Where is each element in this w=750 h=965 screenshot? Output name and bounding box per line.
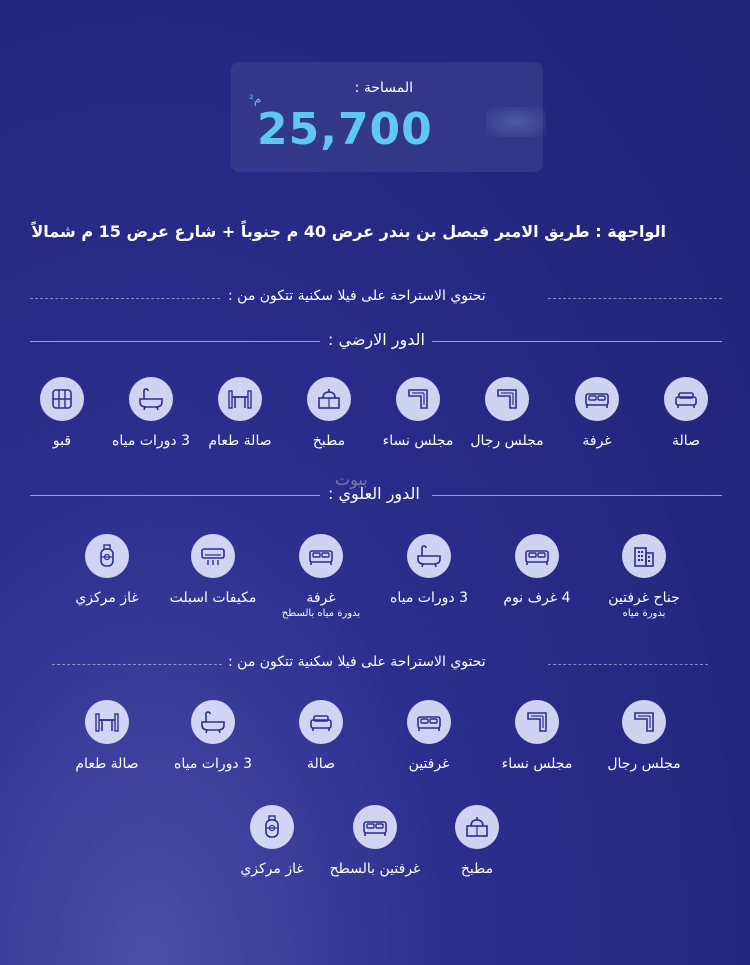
kitchen-icon (307, 377, 351, 421)
blur-decoration (486, 107, 546, 137)
dashed-divider (548, 664, 708, 665)
area-label: المساحة : (354, 80, 413, 96)
amenity-item (482, 700, 592, 772)
majlis-icon (396, 377, 440, 421)
amenity-item (158, 700, 268, 772)
divider-line (432, 341, 722, 342)
amenity-item (589, 534, 699, 619)
amenity-label: مجلس رجال (470, 433, 544, 449)
basement-icon (40, 377, 84, 421)
bathtub-icon (191, 700, 235, 744)
dashed-divider (548, 298, 722, 299)
amenity-item (374, 700, 484, 772)
section-heading: تحتوي الاستراحة على فيلا سكنية تتكون من : (228, 288, 486, 304)
amenity-label: مطبخ (312, 433, 346, 449)
amenity-label: صالة طعام (208, 433, 272, 449)
amenity-item (266, 534, 376, 619)
dining-icon (218, 377, 262, 421)
amenity-label: غرفة (582, 433, 612, 449)
bed-icon (299, 534, 343, 578)
watermark: بيوت (335, 470, 368, 489)
gas-icon (85, 534, 129, 578)
amenity-label: 3 دورات مياه (174, 756, 252, 772)
bed-icon (407, 700, 451, 744)
ground-floor-heading: الدور الارضي : (328, 330, 425, 349)
bathtub-icon (407, 534, 451, 578)
amenity-label: مطبخ (460, 861, 494, 877)
dashed-divider (52, 664, 222, 665)
amenity-label: غاز مركزي (75, 590, 139, 606)
amenity-label: 4 غرف نوم (503, 590, 571, 606)
amenity-sublabel: بدورة مياه (622, 608, 666, 619)
amenity-label: غاز مركزي (240, 861, 304, 877)
majlis-icon (622, 700, 666, 744)
area-unit: م² (249, 92, 262, 106)
amenity-item (422, 805, 532, 877)
bed-icon (353, 805, 397, 849)
amenity-sublabel: بدورة مياه بالسطح (281, 608, 361, 619)
ac-icon (191, 534, 235, 578)
amenity-label: جناح غرفتين (608, 590, 680, 606)
gas-icon (250, 805, 294, 849)
amenity-item (52, 534, 162, 606)
amenity-label: صالة (672, 433, 700, 449)
bathtub-icon (129, 377, 173, 421)
amenity-item (482, 534, 592, 606)
amenity-label: مكيفات اسبلت (169, 590, 257, 606)
divider-line (432, 495, 722, 496)
amenity-label: مجلس نساء (501, 756, 573, 772)
amenity-label: قبو (52, 433, 72, 449)
bed-icon (515, 534, 559, 578)
bed-icon (575, 377, 619, 421)
amenity-label: صالة طعام (75, 756, 139, 772)
amenity-item (52, 700, 162, 772)
amenity-label: 3 دورات مياه (112, 433, 190, 449)
sofa-icon (664, 377, 708, 421)
kitchen-icon (455, 805, 499, 849)
upper-floor-heading: الدور العلوي : (328, 484, 420, 503)
amenity-item (589, 700, 699, 772)
amenity-item (266, 700, 376, 772)
building-icon (622, 534, 666, 578)
majlis-icon (515, 700, 559, 744)
sofa-icon (299, 700, 343, 744)
amenity-label: صالة (307, 756, 335, 772)
amenity-label: غرفتين (408, 756, 450, 772)
amenity-item (7, 377, 117, 449)
facade-text: الواجهة : طريق الامير فيصل بن بندر عرض 40 م جنوباً + شارع عرض 15 م شمالاً (31, 222, 666, 241)
amenity-label: مجلس رجال (607, 756, 681, 772)
amenity-item (374, 534, 484, 606)
dashed-divider (30, 298, 220, 299)
amenity-label: مجلس نساء (382, 433, 454, 449)
amenity-label: 3 دورات مياه (390, 590, 468, 606)
amenity-item (158, 534, 268, 606)
area-box (231, 62, 543, 172)
area-value: 25,700 (257, 104, 433, 155)
dining-icon (85, 700, 129, 744)
divider-line (30, 341, 320, 342)
amenity-item (217, 805, 327, 877)
amenity-label: غرفة (306, 590, 336, 606)
divider-line (30, 495, 320, 496)
amenity-label: غرفتين بالسطح (329, 861, 421, 877)
majlis-icon (485, 377, 529, 421)
section-heading-2: تحتوي الاستراحة على فيلا سكنية تتكون من : (228, 654, 486, 670)
amenity-item (320, 805, 430, 877)
